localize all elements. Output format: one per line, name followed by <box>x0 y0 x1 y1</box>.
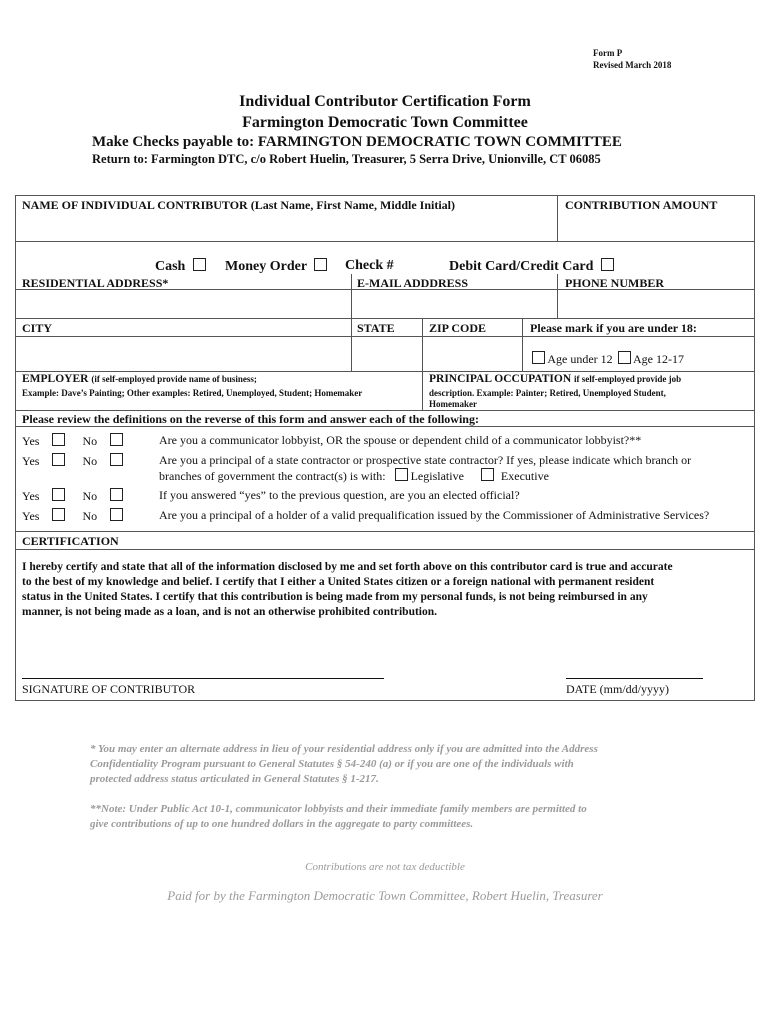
state-label: STATE <box>357 321 395 335</box>
question-4: Are you a principal of a holder of a valid prequalification issued by the Commissioner of Administrative Services? <box>159 508 710 522</box>
footnote-lobbyist-2: give contributions of up to one hundred dollars in the aggregate to party committees. <box>90 818 474 830</box>
q3-no-label: No <box>82 489 98 503</box>
question-2-line-2 <box>159 468 549 484</box>
occupation-example-1: description. Example: Painter; Retired, Unemployed Student, <box>429 388 666 398</box>
money-order-label: Money Order <box>225 259 307 274</box>
form-title: Individual Contributor Certification Form <box>239 93 531 110</box>
question-2-line-1: Are you a principal of a state contractor or prospective state contractor? If yes, please indicate which branch or <box>159 453 692 467</box>
legislative-label: Legislative <box>410 469 464 483</box>
phone-label: PHONE NUMBER <box>565 276 664 290</box>
q2-yes-no <box>22 453 123 469</box>
q2-no-label: No <box>82 454 98 468</box>
check-number-label: Check # <box>345 258 394 273</box>
q4-yes-checkbox[interactable] <box>52 508 65 521</box>
zip-input[interactable] <box>424 338 521 369</box>
certification-line-2: to the best of my knowledge and belief. I certify that I either a United States citizen or a foreign national with permanent resident <box>22 576 655 588</box>
date-line <box>566 678 703 679</box>
q4-no-checkbox[interactable] <box>110 508 123 521</box>
amount-label: CONTRIBUTION AMOUNT <box>565 198 718 212</box>
payable-line: Make Checks payable to: FARMINGTON DEMOCRATIC TOWN COMMITTEE <box>92 134 622 150</box>
debit-card-label: Debit Card/Credit Card <box>449 259 594 274</box>
committee-name: Farmington Democratic Town Committee <box>242 114 528 131</box>
payment-money-order <box>225 258 327 275</box>
question-3: If you answered “yes” to the previous question, are you an elected official? <box>159 488 520 502</box>
q3-yes-label: Yes <box>22 489 40 503</box>
cash-checkbox[interactable] <box>193 258 206 271</box>
occupation-example-2: Homemaker <box>429 399 477 409</box>
certification-line-3: status in the United States. I certify that this contribution is being made from my personal funds, is not being reimbursed in any <box>22 591 648 603</box>
q1-yes-no <box>22 433 123 449</box>
debit-card-checkbox[interactable] <box>601 258 614 271</box>
q2-yes-label: Yes <box>22 454 40 468</box>
q1-no-checkbox[interactable] <box>110 433 123 446</box>
revision-date: Revised March 2018 <box>593 60 672 70</box>
certification-line-4: manner, is not being made as a loan, and is not an otherwise prohibited contribution. <box>22 606 438 618</box>
tax-note: Contributions are not tax deductible <box>305 861 465 873</box>
employer-example: Example: Dave’s Painting; Other examples: Retired, Unemployed, Student; Homemaker <box>22 388 363 398</box>
date-field[interactable] <box>566 640 703 678</box>
q3-no-checkbox[interactable] <box>110 488 123 501</box>
payment-debit-card <box>449 258 614 275</box>
signature-field[interactable] <box>22 640 384 678</box>
q2-yes-checkbox[interactable] <box>52 453 65 466</box>
email-input[interactable] <box>353 291 556 316</box>
executive-label: Executive <box>500 469 549 483</box>
employer-note: (if self-employed provide name of business; <box>91 374 257 384</box>
q1-yes-checkbox[interactable] <box>52 433 65 446</box>
footnote-address-1: * You may enter an alternate address in lieu of your residential address only if you are admitted into the Address <box>90 743 598 755</box>
q1-no-label: No <box>82 434 98 448</box>
occupation-heading <box>429 373 681 385</box>
q1-yes-label: Yes <box>22 434 40 448</box>
name-input[interactable] <box>17 214 555 239</box>
q3-yes-no <box>22 488 123 504</box>
certification-heading: CERTIFICATION <box>22 534 119 548</box>
employer-label: EMPLOYER <box>22 373 89 385</box>
under-18-label: Please mark if you are under 18: <box>530 321 697 335</box>
phone-input[interactable] <box>560 291 752 316</box>
age-under-12-label: Age under 12 <box>547 352 613 366</box>
q4-yes-no <box>22 508 123 524</box>
questions-intro: Please review the definitions on the reverse of this form and answer each of the following: <box>22 412 479 426</box>
state-input[interactable] <box>353 338 421 369</box>
question-2-branches: branches of government the contract(s) is with: <box>159 469 386 483</box>
signature-line <box>22 678 384 679</box>
q4-yes-label: Yes <box>22 509 40 523</box>
age-under-12-checkbox[interactable] <box>532 351 545 364</box>
address-input[interactable] <box>17 291 350 316</box>
footnote-lobbyist-1: **Note: Under Public Act 10-1, communicator lobbyists and their immediate family members are permitted to <box>90 803 587 815</box>
q2-no-checkbox[interactable] <box>110 453 123 466</box>
certification-line-1: I hereby certify and state that all of the information disclosed by me and set forth above on this contributor card is true and accurate <box>22 561 673 573</box>
cash-label: Cash <box>155 259 186 274</box>
return-address: Return to: Farmington DTC, c/o Robert Huelin, Treasurer, 5 Serra Drive, Unionville, CT 06085 <box>92 152 601 166</box>
city-label: CITY <box>22 321 53 335</box>
age-options <box>532 351 684 367</box>
age-12-17-checkbox[interactable] <box>618 351 631 364</box>
question-1: Are you a communicator lobbyist, OR the spouse or dependent child of a communicator lobbyist?** <box>159 433 642 447</box>
name-label: NAME OF INDIVIDUAL CONTRIBUTOR (Last Name, First Name, Middle Initial) <box>22 198 455 212</box>
amount-input[interactable] <box>560 214 752 239</box>
date-label: DATE (mm/dd/yyyy) <box>566 682 669 696</box>
age-12-17-label: Age 12-17 <box>633 352 685 366</box>
legislative-checkbox[interactable] <box>395 468 408 481</box>
employer-heading <box>22 373 257 385</box>
footnote-address-3: protected address status articulated in General Statutes § 1-217. <box>90 773 379 785</box>
q3-yes-checkbox[interactable] <box>52 488 65 501</box>
money-order-checkbox[interactable] <box>314 258 327 271</box>
address-label: RESIDENTIAL ADDRESS* <box>22 276 169 290</box>
occupation-note: if self-employed provide job <box>574 374 682 384</box>
zip-label: ZIP CODE <box>429 321 487 335</box>
paid-for-note: Paid for by the Farmington Democratic Town Committee, Robert Huelin, Treasurer <box>167 888 603 903</box>
city-input[interactable] <box>17 338 350 369</box>
footnote-address-2: Confidentiality Program pursuant to General Statutes § 54-240 (a) or if you are one of the individuals with <box>90 758 574 770</box>
email-label: E-MAIL ADDDRESS <box>357 276 469 290</box>
signature-label: SIGNATURE OF CONTRIBUTOR <box>22 682 196 696</box>
form-id: Form P <box>593 48 623 58</box>
payment-cash <box>155 258 206 275</box>
executive-checkbox[interactable] <box>481 468 494 481</box>
q4-no-label: No <box>82 509 98 523</box>
occupation-label: PRINCIPAL OCCUPATION <box>429 373 572 385</box>
